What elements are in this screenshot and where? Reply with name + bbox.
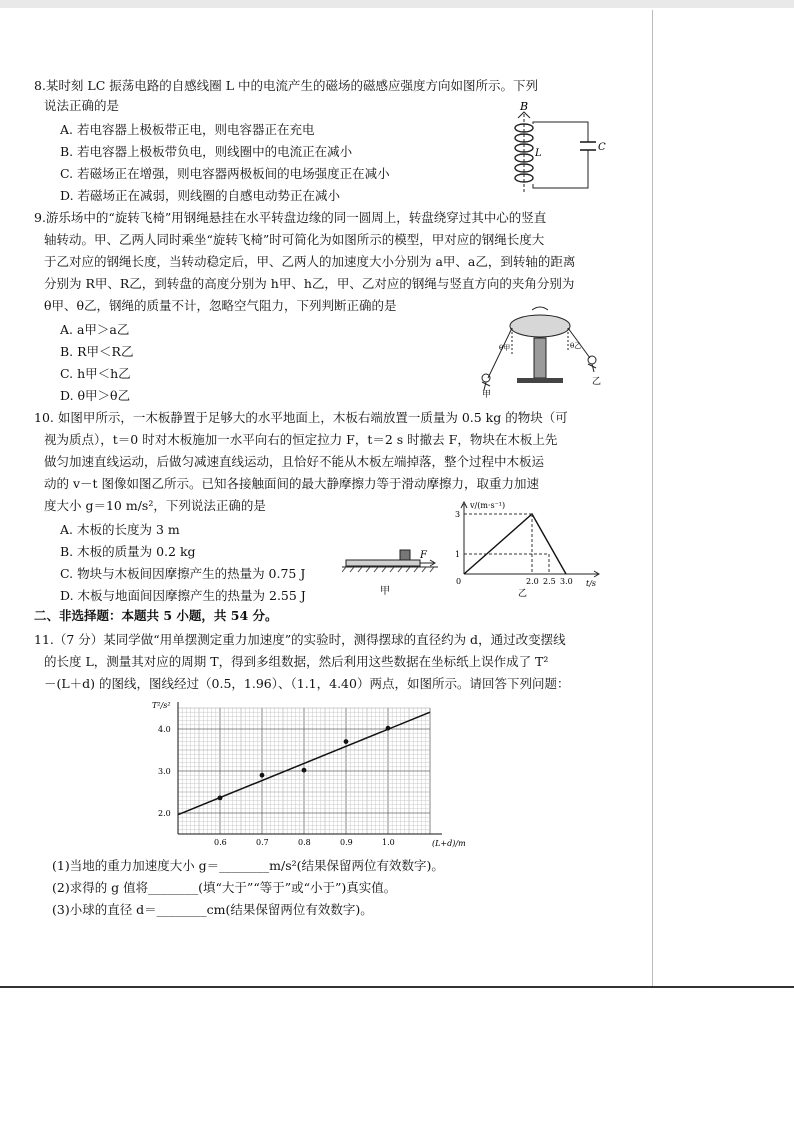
q10-label-f: F bbox=[420, 550, 427, 561]
q10-stem-line3: 做匀加速直线运动，后做匀减速直线运动，且恰好不能从木板左端掉落，整个过程中木板运 bbox=[44, 454, 545, 469]
scan-fold-line bbox=[652, 10, 653, 986]
pend-ytick-label: 4.0 bbox=[158, 725, 171, 734]
q10-stem-line2: 视为质点），t＝0 时对木板施加一水平向右的恒定拉力 F，t＝2 s 时撤去 F，物块在木板上先 bbox=[44, 432, 558, 447]
q10-stem-line1: 10. 如图甲所示，一木板静置于足够大的水平地面上，木板右端放置一质量为 0.5 kg 的物块（可 bbox=[34, 410, 568, 425]
q9-rotating-swing-figure bbox=[462, 306, 622, 398]
q11-question-2: (2)求得的 g 值将________(填“大于”“等于”或“小于”)真实值。 bbox=[52, 880, 397, 895]
q8-stem-line2: 说法正确的是 bbox=[44, 98, 120, 113]
pend-data-point bbox=[386, 726, 391, 731]
pend-data-point bbox=[260, 773, 265, 778]
q9-base bbox=[517, 378, 563, 383]
q8-wire-top bbox=[533, 122, 588, 142]
q9-rotation-arrow-icon bbox=[532, 307, 548, 310]
q9-stem-line4: 分别为 R甲、R乙，到转盘的高度分别为 h甲、h乙，甲、乙对应的钢绳与竖直方向的夹角分别为 bbox=[44, 276, 575, 291]
pend-ytick-label: 2.0 bbox=[158, 809, 171, 818]
pend-xlabel: (L+d)/m bbox=[432, 839, 466, 848]
pend-ytick-label: 3.0 bbox=[158, 767, 171, 776]
q9-option-c: C. h甲＜h乙 bbox=[60, 366, 131, 381]
pend-xtick-label: 0.6 bbox=[214, 838, 227, 847]
q11-question-1: (1)当地的重力加速度大小 g＝________m/s²(结果保留两位有效数字)。 bbox=[52, 858, 444, 873]
q9-option-b: B. R甲＜R乙 bbox=[60, 344, 134, 359]
q11-stem-line1: 11.（7 分）某同学做“用单摆测定重力加速度”的实验时，测得摆球的直径约为 d，通过改变摆线 bbox=[34, 632, 566, 647]
vt-xtick-label: 2.0 bbox=[526, 577, 539, 586]
vt-xlabel: t/s bbox=[586, 579, 597, 588]
q9-rider-yi-icon bbox=[588, 356, 596, 372]
vt-ytick-label: 1 bbox=[455, 550, 461, 559]
q10-option-c: C. 物块与木板间因摩擦产生的热量为 0.75 J bbox=[60, 566, 306, 581]
q11-question-3: (3)小球的直径 d＝________cm(结果保留两位有效数字)。 bbox=[52, 902, 373, 917]
q9-label-yi: 乙 bbox=[592, 377, 602, 387]
q8-option-b: B. 若电容器上极板带负电，则线圈中的电流正在减小 bbox=[60, 144, 353, 159]
q9-option-d: D. θ甲＞θ乙 bbox=[60, 388, 131, 403]
q9-option-a: A. a甲＞a乙 bbox=[60, 322, 130, 337]
q9-pillar bbox=[534, 338, 546, 378]
vt-caption-yi: 乙 bbox=[518, 589, 528, 599]
q9-stem-line1: 9.游乐场中的“旋转飞椅”用钢绳悬挂在水平转盘边缘的同一圆周上，转盘绕穿过其中心的竖直 bbox=[34, 210, 547, 225]
q9-angle-jia: θ甲 bbox=[499, 344, 511, 352]
q8-lc-circuit-figure bbox=[500, 98, 610, 202]
q10-board bbox=[346, 560, 420, 566]
pend-data-point bbox=[218, 795, 223, 800]
vt-origin-label: 0 bbox=[456, 577, 462, 586]
vt-xtick-label: 2.5 bbox=[543, 577, 556, 586]
q9-stem-line5: θ甲、θ乙，钢绳的质量不计，忽略空气阻力，下列判断正确的是 bbox=[44, 298, 397, 313]
q9-stem-line3: 于乙对应的钢绳长度，当转动稳定后，甲、乙两人的加速度大小分别为 a甲、a乙，到转轴的距离 bbox=[44, 254, 576, 269]
q9-rope-jia bbox=[488, 328, 512, 378]
q10-stem-line4: 动的 v－t 图像如图乙所示。已知各接触面间的最大静摩擦力等于滑动摩擦力，取重力加速 bbox=[44, 476, 540, 491]
q10-option-d: D. 木板与地面间因摩擦产生的热量为 2.55 J bbox=[60, 588, 306, 603]
q9-stem-line2: 轴转动。甲、乙两人同时乘坐“旋转飞椅”时可简化为如图所示的模型，甲对应的钢绳长度大 bbox=[44, 232, 545, 247]
q10-board-block-figure bbox=[342, 546, 442, 598]
pend-data-point bbox=[302, 768, 307, 773]
q9-turntable bbox=[510, 315, 570, 337]
q10-ground-hatch bbox=[342, 567, 434, 572]
scan-bottom-rule bbox=[0, 986, 794, 988]
q9-angle-yi: θ乙 bbox=[570, 342, 582, 350]
q8-label-c: C bbox=[598, 142, 606, 153]
q11-t2-chart bbox=[150, 696, 480, 852]
q8-option-d: D. 若磁场正在减弱，则线圈的自感电动势正在减小 bbox=[60, 188, 341, 203]
pend-xtick-label: 0.9 bbox=[340, 838, 353, 847]
pend-data-point bbox=[344, 739, 349, 744]
q11-stem-line3: －(L＋d) 的图线，图线经过（0.5，1.96）、（1.1，4.40）两点，如图所示。请回答下列问题： bbox=[44, 676, 570, 691]
q10-option-b: B. 木板的质量为 0.2 kg bbox=[60, 544, 196, 559]
scan-top-edge bbox=[0, 0, 794, 8]
q10-option-a: A. 木板的长度为 3 m bbox=[60, 522, 180, 537]
q8-coil bbox=[515, 124, 533, 182]
q8-option-c: C. 若磁场正在增强，则电容器两极板间的电场强度正在减小 bbox=[60, 166, 390, 181]
vt-ytick-label: 3 bbox=[455, 510, 461, 519]
vt-xtick-label: 3.0 bbox=[560, 577, 573, 586]
q8-option-a: A. 若电容器上极板带正电，则电容器正在充电 bbox=[60, 122, 315, 137]
q10-caption-jia: 甲 bbox=[380, 586, 390, 597]
section2-title: 二、非选择题：本题共 5 小题，共 54 分。 bbox=[34, 608, 278, 623]
pend-xtick-label: 1.0 bbox=[382, 838, 395, 847]
q8-label-b: B bbox=[520, 100, 529, 113]
vt-ylabel: v/(m·s⁻¹) bbox=[470, 501, 506, 510]
q11-stem-line2: 的长度 L，测量其对应的周期 T，得到多组数据，然后利用这些数据在坐标纸上误作成了 T² bbox=[44, 654, 549, 669]
q10-stem-line5: 度大小 g＝10 m/s²，下列说法正确的是 bbox=[44, 498, 266, 513]
pend-ylabel: T²/s² bbox=[152, 701, 171, 710]
q10-vt-chart bbox=[448, 498, 608, 600]
q8-stem-line1: 8.某时刻 LC 振荡电路的自感线圈 L 中的电流产生的磁场的磁感应强度方向如图所示。下列 bbox=[34, 78, 538, 93]
q8-label-l: L bbox=[535, 148, 542, 159]
q9-label-jia: 甲 bbox=[482, 390, 492, 398]
q10-block bbox=[400, 550, 410, 560]
pend-xtick-label: 0.8 bbox=[298, 838, 311, 847]
pend-xtick-label: 0.7 bbox=[256, 838, 269, 847]
vt-series-line bbox=[464, 514, 566, 574]
